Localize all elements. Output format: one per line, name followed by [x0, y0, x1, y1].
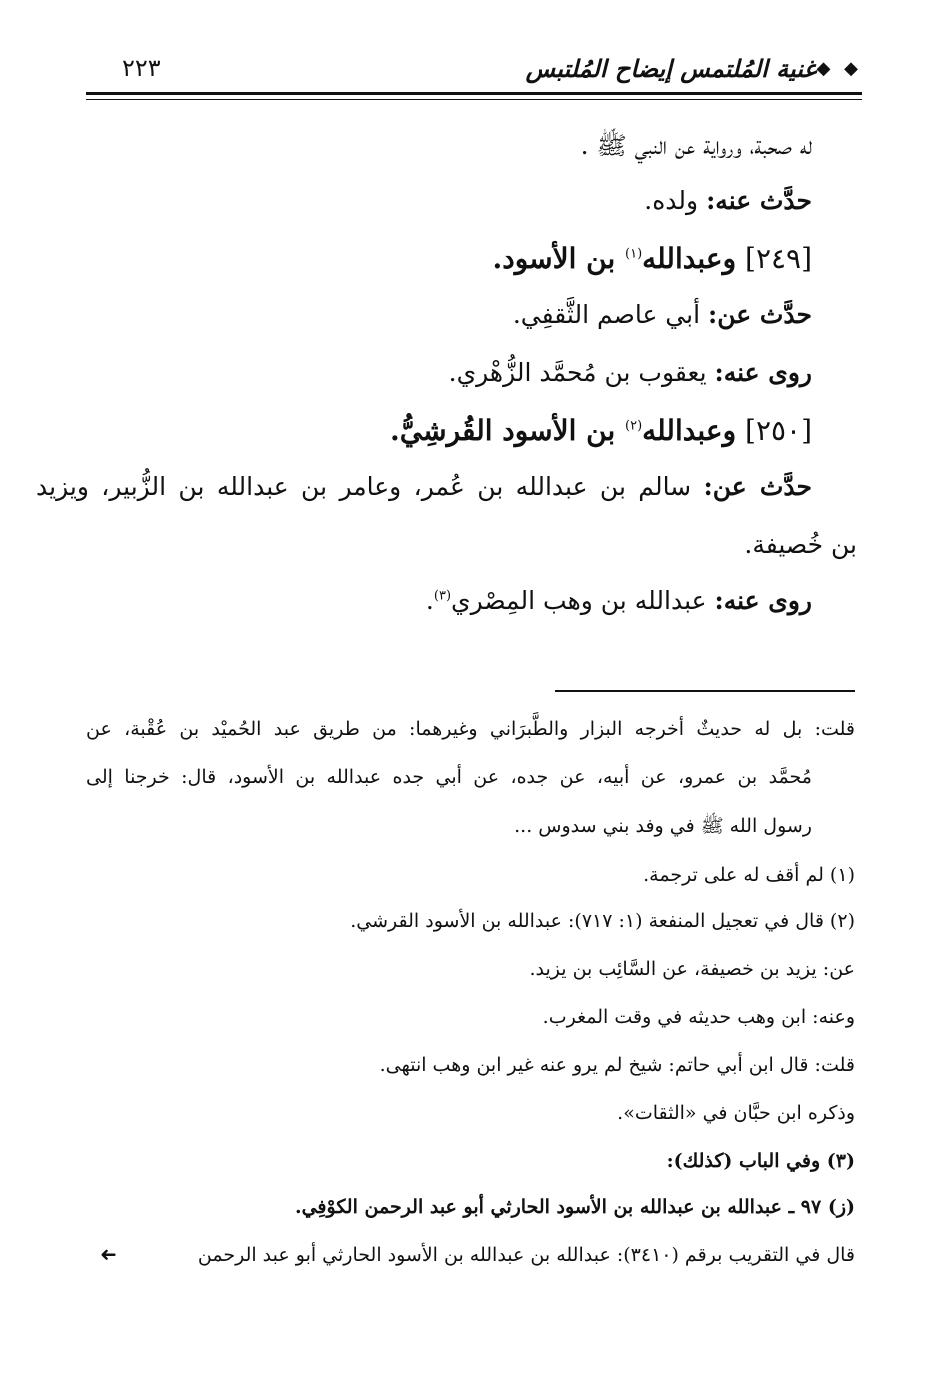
field-label: روى عنه: — [714, 586, 812, 615]
footnote-ref: (١) — [625, 246, 643, 262]
field-value: ولده. — [644, 186, 707, 215]
field-label: حدَّث عن: — [703, 472, 812, 501]
footnote-line — [86, 1196, 855, 1218]
footnote-text: وعنه: ابن وهب حديثه في وقت المغرب. — [542, 1006, 855, 1028]
text-line — [644, 186, 812, 215]
footnote-line — [86, 1006, 855, 1028]
footnote-text: (ز) ٩٧ ـ عبدالله بن عبدالله بن الأسود الحارثي أبو عبد الرحمن الكوْفِي. — [294, 1196, 855, 1218]
footnote-3 — [86, 1150, 855, 1172]
footnote-separator — [555, 690, 855, 692]
line-text: له صحبة، ورواية عن النبي ﷺ . — [580, 131, 812, 160]
field-value: سالم بن عبدالله بن عُمر، وعامر بن عبدالله بن الزُّبير، ويزيد — [36, 472, 704, 501]
footnote-text: (٣) وفي الباب (كذلك): — [666, 1150, 855, 1172]
footnote-line — [86, 766, 812, 788]
field-label: حدَّث عن: — [708, 300, 812, 329]
text-line — [744, 530, 857, 559]
footnote-text: قلت: بل له حديثٌ أخرجه البزار والطَّبرَاني وغيرهما: من طريق عبد الحُميْد بن عُقْبة، عن — [86, 718, 855, 740]
entry-heading-250 — [390, 414, 812, 447]
footnote-2 — [86, 910, 855, 932]
text-line — [426, 586, 812, 615]
footnote-text: وذكره ابن حبَّان في «الثقات». — [617, 1102, 855, 1124]
entry-number: [٢٤٩] — [736, 242, 812, 275]
footnote-text: مُحمَّد بن عمرو، عن أبيه، عن جده، عن أبي جده عبدالله بن الأسود، قال: خرجنا إلى — [86, 766, 812, 788]
text-line — [36, 472, 812, 501]
field-label: حدَّث عنه: — [706, 186, 812, 215]
entry-name-rest: بن الأسود القُرشِيُّ. — [390, 414, 625, 447]
text-line — [513, 300, 812, 329]
footnote-1 — [86, 864, 855, 886]
footnote-line — [86, 958, 855, 980]
entry-number: [٢٥٠] — [736, 414, 812, 447]
line-end: . — [425, 586, 434, 615]
footnote-line — [86, 814, 812, 842]
footnote-line — [86, 1054, 855, 1076]
footnote-line — [86, 718, 855, 740]
footnote-text: رسول الله ﷺ في وفد بني سدوس ... — [514, 815, 812, 837]
footnote-line — [86, 1102, 855, 1124]
field-value: عبدالله بن وهب المِصْري — [451, 586, 715, 615]
footnote-text: عن: يزيد بن خصيفة، عن السَّائِب بن يزيد. — [529, 958, 855, 980]
footnote-text: (١) لم أقف له على ترجمة. — [643, 864, 855, 886]
entry-name: وعبدالله — [642, 242, 737, 275]
footnote-text: قلت: قال ابن أبي حاتم: شيخ لم يرو عنه غير ابن وهب انتهى. — [379, 1054, 855, 1076]
footnote-ref: (٣) — [433, 588, 452, 604]
entry-heading-249 — [493, 242, 813, 275]
header-ornament: ◆ ◆ — [816, 58, 862, 79]
footnote-ref: (٢) — [625, 418, 643, 434]
entry-name-rest: بن الأسود. — [492, 242, 625, 275]
header-rule-thick — [86, 92, 862, 95]
field-value: يعقوب بن مُحمَّد الزُّهْري. — [448, 358, 715, 387]
field-label: روى عنه: — [714, 358, 812, 387]
footnote-text: (٢) قال في تعجيل المنفعة (١: ٧١٧): عبدالله بن الأسود القرشي. — [350, 910, 855, 932]
text-line — [581, 130, 812, 167]
footnote-text: قال في التقريب برقم (٣٤١٠): عبدالله بن عبدالله بن الأسود الحارثي أبو عبد الرحمن — [197, 1244, 855, 1266]
page-number: ٢٢٣ — [122, 54, 161, 82]
entry-name: وعبدالله — [642, 414, 737, 447]
field-value: أبي عاصم الثَّقفِي. — [512, 300, 708, 329]
line-text: بن خُصيفة. — [744, 530, 857, 559]
running-header — [86, 52, 862, 92]
footnote-line — [86, 1244, 855, 1266]
header-rule-thin — [86, 99, 862, 100]
book-title: غنية المُلتمس إيضاح المُلتبس — [525, 54, 816, 83]
continue-arrow-icon: ➜ — [100, 1242, 117, 1266]
text-line — [449, 358, 812, 387]
